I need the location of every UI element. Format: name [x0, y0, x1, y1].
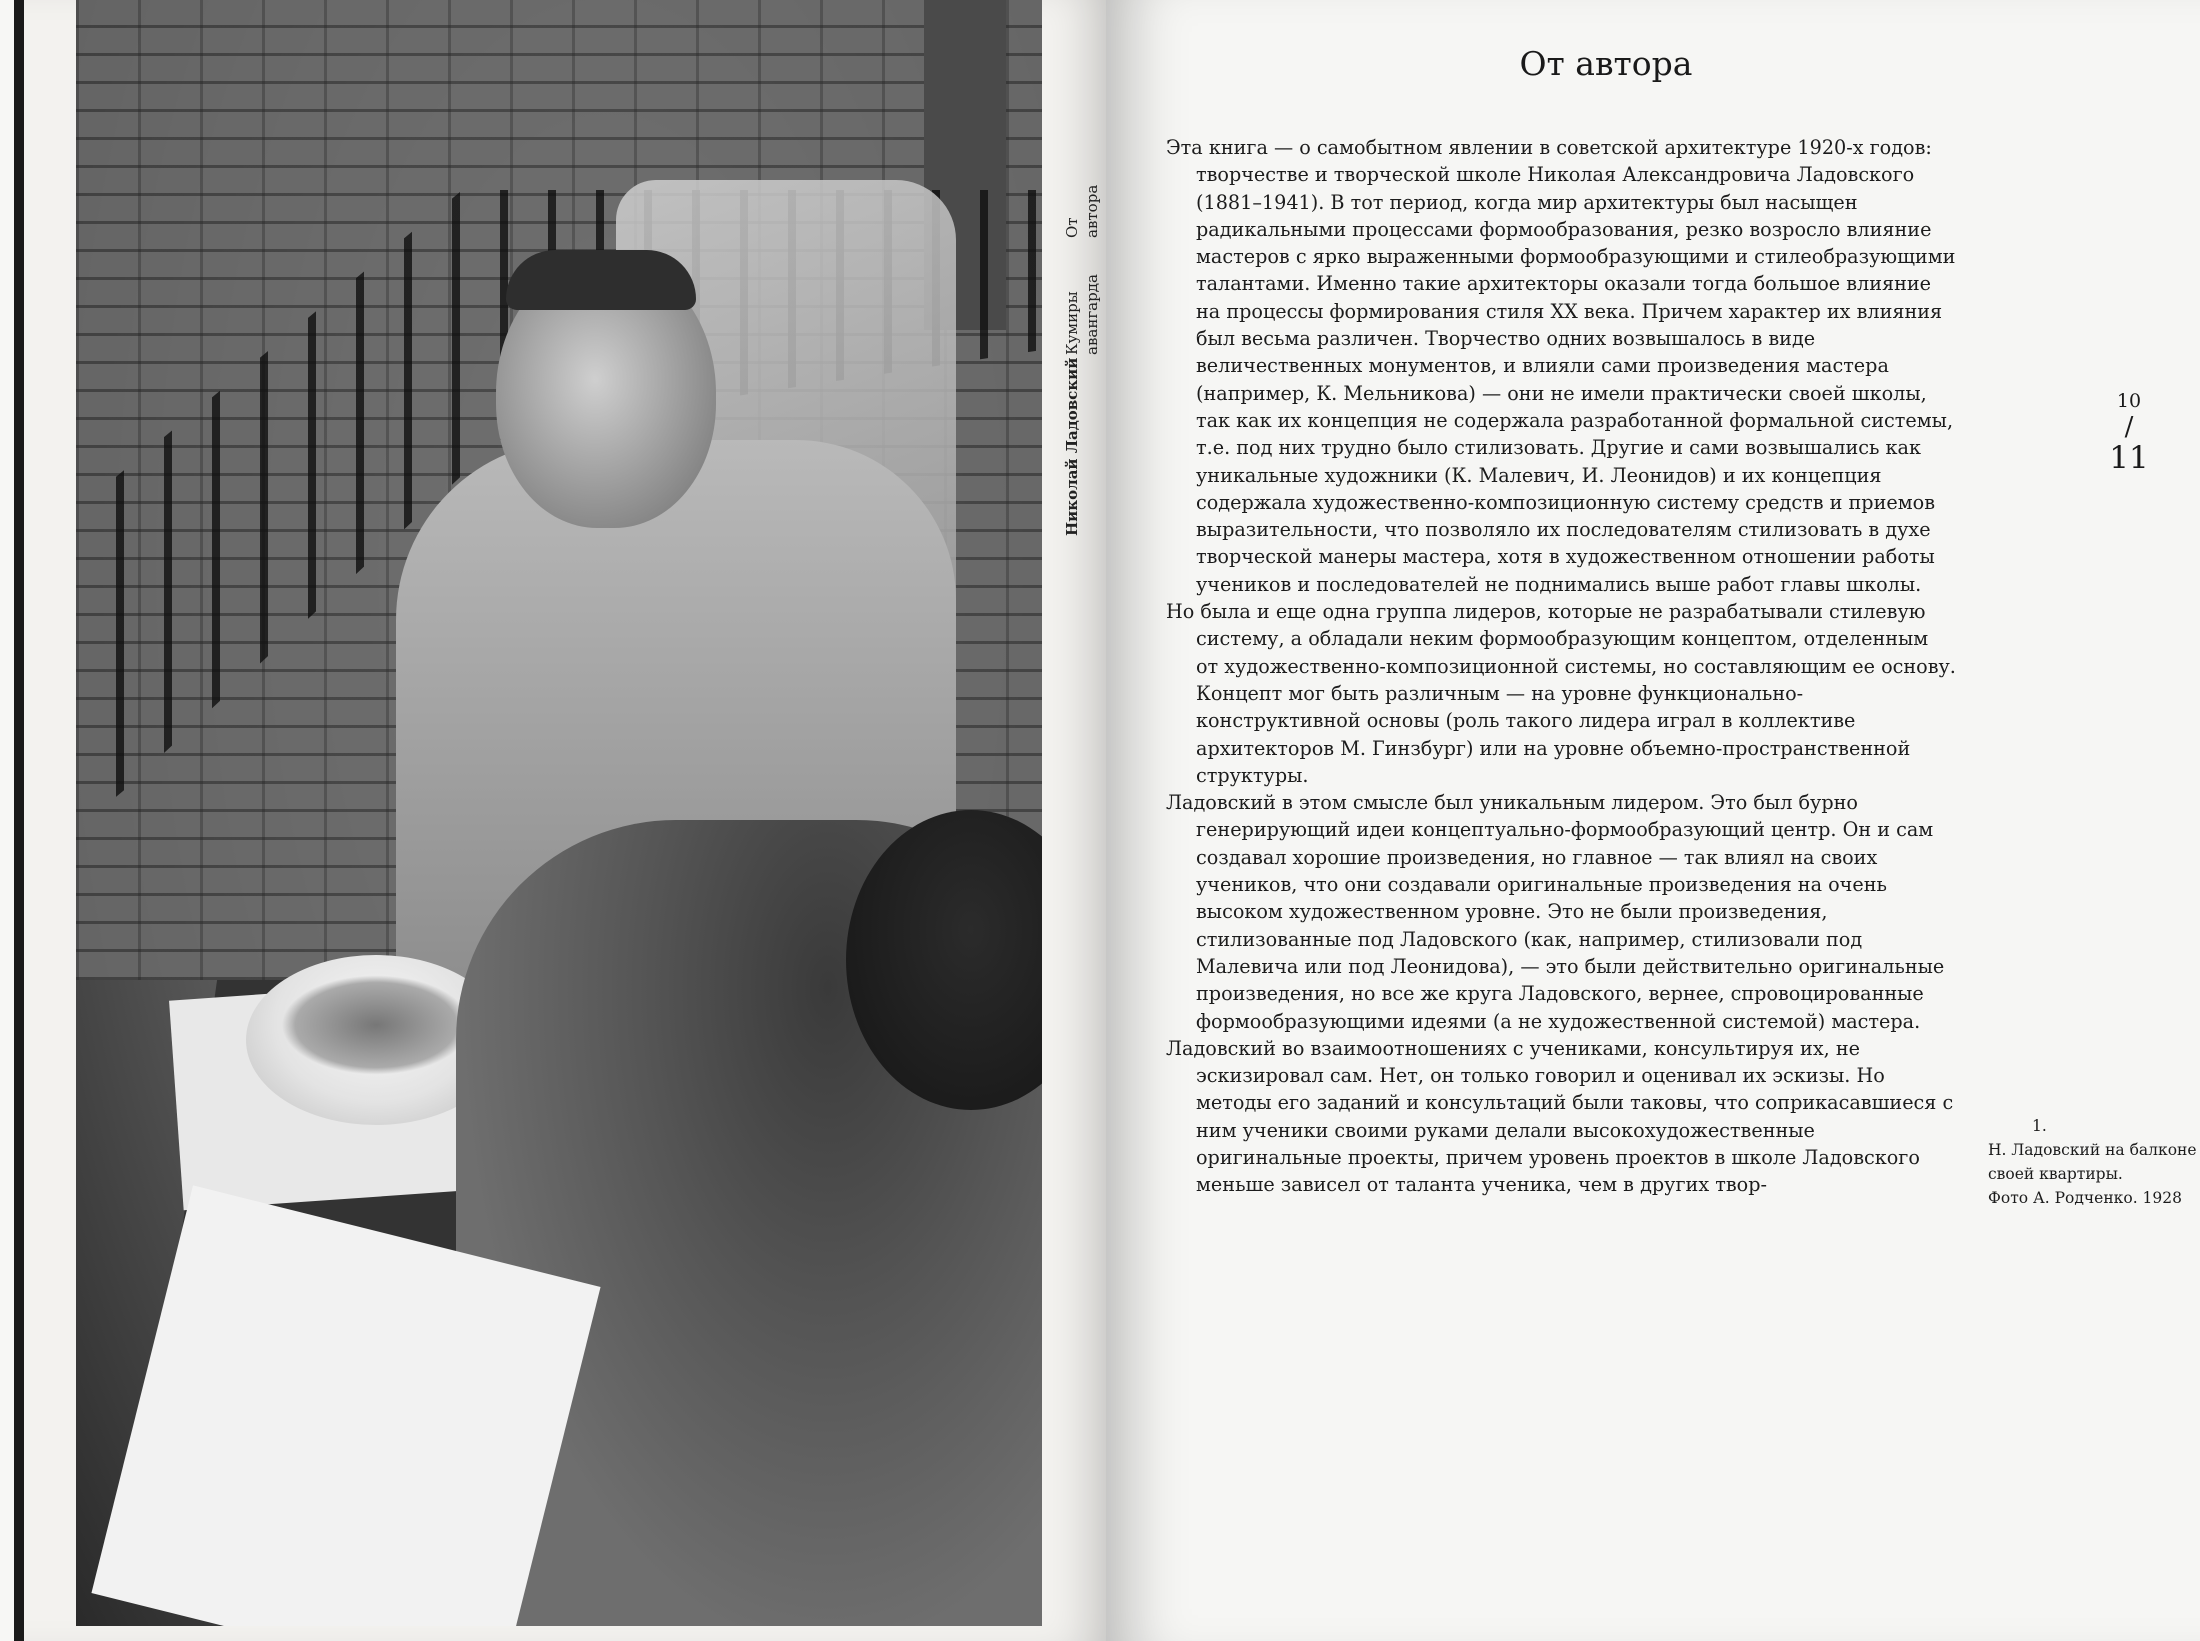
page-number-right: 11 [2109, 440, 2149, 476]
photo-caption [1988, 1114, 2198, 1210]
caption-number: 1. [2032, 1117, 2047, 1135]
left-page [24, 0, 1106, 1641]
paragraph: Эта книга — о самобытном явлении в советской архитектуре 1920-х годов: творчестве и творческой школе Николая Александровича Ладовского (1881–1941). В тот период, когда мир архитектуры был насыщен радикальными процессами формообразования, резко возросло влияние мастеров с ярко выраженными формообразующими и стилеобразующими талантами. Именно такие архитекторы оказали тогда большое влияние на процессы формирования стиля XX века. Причем характер их влияния был весьма различен. Творчество одних возвышалось в виде величественных монументов, и влияли сами произведения мастера (например, К. Мельникова) — они не имели практически своей школы, так как их концепция не содержала разработанной формальной системы, т.е. под них трудно было стилизовать. Другие и сами возвышались как уникальные художники (К. Малевич, И. Леонидов) и их концепция содержала художественно-композиционную систему средств и приемов выразительности, что позволяло их последователям стилизовать в духе творческой манеры мастера, хотя в художественном отношении работы учеников и последователей не поднимались выше работ главы школы. [1166, 136, 1956, 596]
man-hair [506, 250, 696, 310]
paragraph: Но была и еще одна группа лидеров, которые не разрабатывали стилевую систему, а обладали неким формообразующим концептом, отделенным от художественно-композиционной системы, но составляющим ее основу. Концепт мог быть различным — на уровне функционально-конструктивной основы (роль такого лидера играл в коллективе архитекторов М. Гинзбург) или на уровне объемно-пространственной структуры. [1166, 600, 1956, 787]
book-edge [0, 0, 24, 1641]
running-head-chapter: От автора [1063, 184, 1101, 238]
running-head [1062, 176, 1102, 536]
running-head-author: Николай Ладовский [1063, 357, 1081, 536]
running-head-book: Кумиры авангарда [1063, 274, 1101, 355]
paragraph: Ладовский во взаимоотношениях с учениками, консультируя их, не эскизировал сам. Нет, он только говорил и оценивал их эскизы. Но методы его заданий и консультаций были таковы, что соприкасавшиеся с ним ученики своими руками делали высокохудожественные оригинальные проекты, причем уровень проектов в школе Ладовского меньше зависел от таланта ученика, чем в других твор- [1166, 1036, 1954, 1197]
page-numbers [2094, 390, 2164, 474]
bowl-contents [281, 975, 471, 1075]
paragraph: Ладовский в этом смысле был уникальным лидером. Это был бурно генерирующий идеи концептуально-формообразующий центр. Он и сам создавал хорошие произведения, но главное — так влиял на своих учеников, что они создавали оригинальные произведения на очень высоком художественном уровне. Это не были произведения, стилизованные под Ладовского (как, например, стилизовали под Малевича или под Леонидова), — это были действительно оригинальные произведения, но все же круга Ладовского, вернее, спровоцированные формообразующими идеями (а не художественной системой) мастера. [1166, 791, 1945, 1033]
body-text [1166, 134, 1956, 1199]
photo-ladovsky-balcony [76, 0, 1042, 1626]
caption-line: своей квартиры. [1988, 1165, 2123, 1183]
caption-line: Фото А. Родченко. 1928 [1988, 1189, 2182, 1207]
caption-line: Н. Ладовский на балконе [1988, 1141, 2197, 1159]
page-number-left: 10 [2116, 390, 2142, 412]
page-title: От автора [1519, 44, 1693, 83]
page-number-separator: / [2124, 412, 2134, 442]
